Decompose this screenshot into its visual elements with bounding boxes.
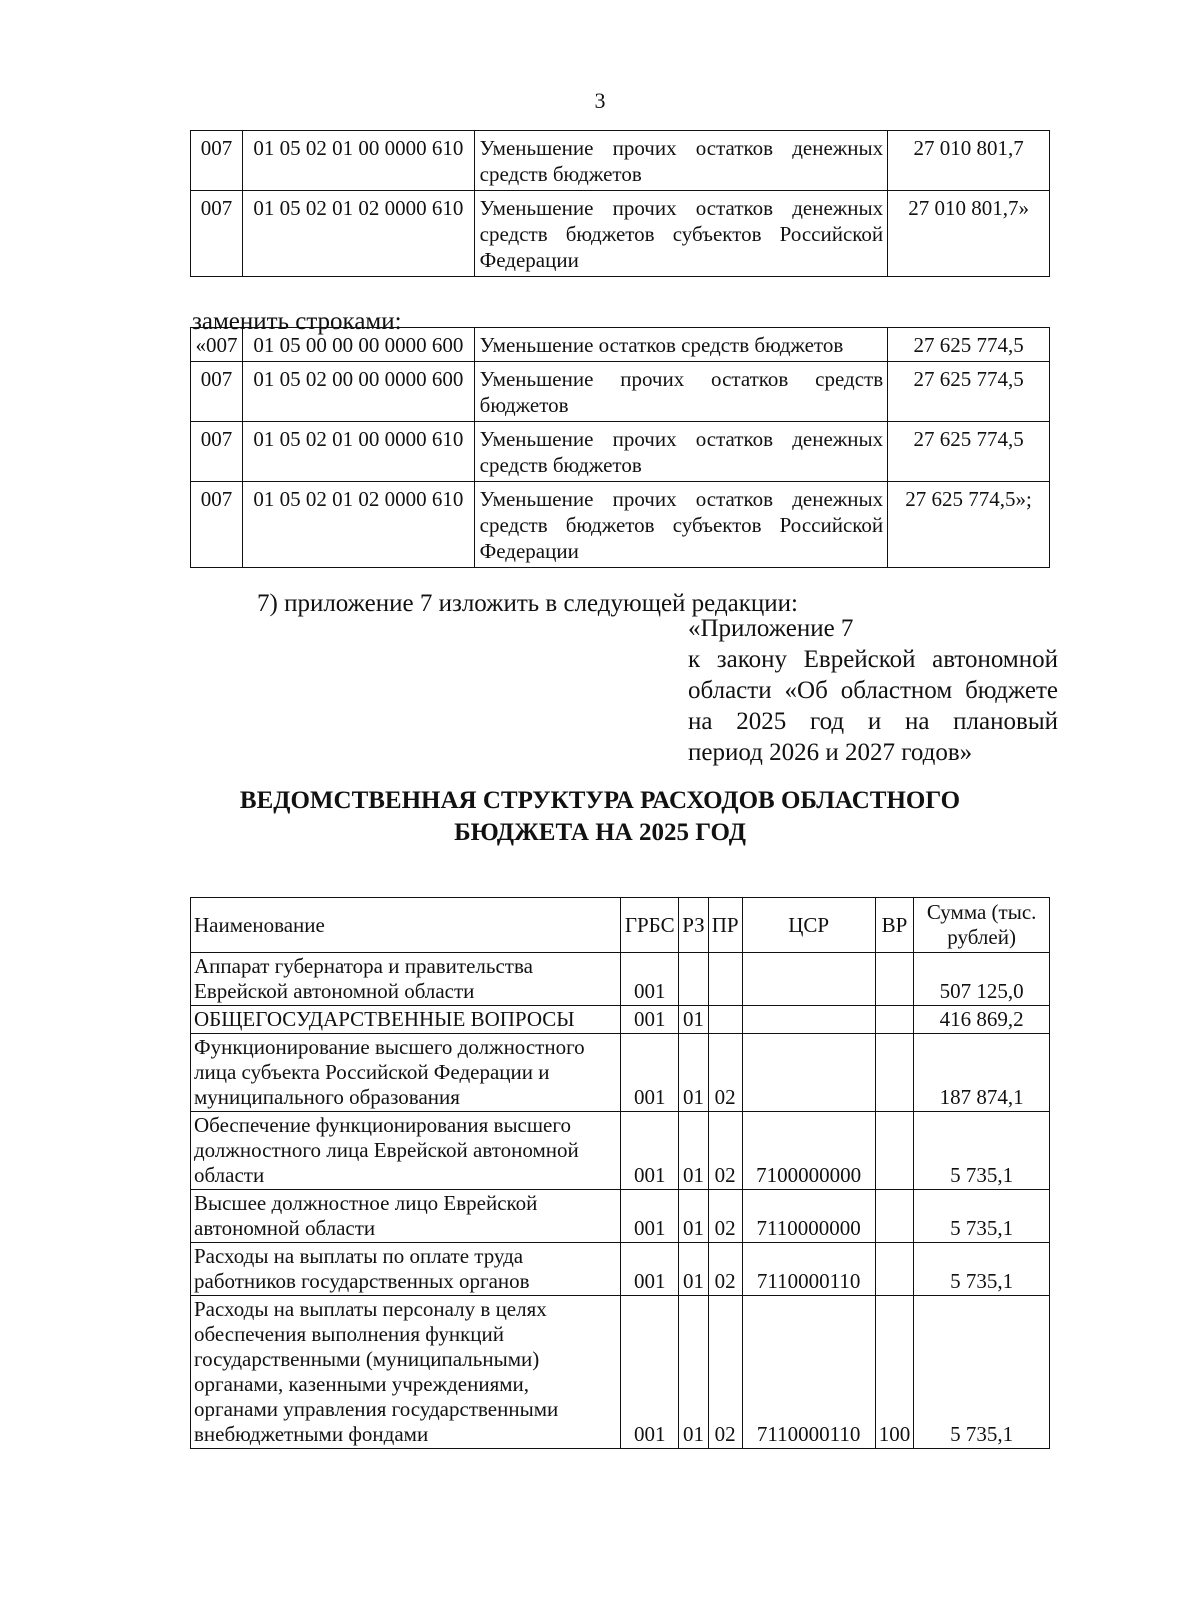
column-header-grbs: ГРБС <box>621 898 679 953</box>
row-pr: 02 <box>708 1034 742 1112</box>
sources-table-replacement <box>190 327 1050 568</box>
row-amount: 27 625 774,5 <box>888 422 1050 482</box>
row-description: Уменьшение прочих остатков денежных средств бюджетов <box>474 422 887 482</box>
budget-code: 01 05 02 00 00 0000 600 <box>242 362 474 422</box>
table-row <box>191 362 1050 422</box>
table-header-row <box>191 898 1050 953</box>
row-vr <box>875 1034 914 1112</box>
row-vr <box>875 1243 914 1296</box>
table-row <box>191 1296 1050 1449</box>
table-row <box>191 1034 1050 1112</box>
row-description: Уменьшение прочих остатков денежных средств бюджетов субъектов Российской Федерации <box>474 482 887 568</box>
admin-code: 007 <box>191 482 243 568</box>
row-rz: 01 <box>679 1243 708 1296</box>
column-header-pr: ПР <box>708 898 742 953</box>
replace-label: заменить строками: <box>192 308 402 335</box>
row-vr <box>875 1112 914 1190</box>
column-header-sum: Сумма (тыс. рублей) <box>914 898 1050 953</box>
appendix-line: на 2025 год и на плановый <box>688 708 1058 735</box>
row-sum: 5 735,1 <box>914 1296 1050 1449</box>
row-pr: 02 <box>708 1112 742 1190</box>
row-description: Уменьшение прочих остатков средств бюджетов <box>474 362 887 422</box>
table-row <box>191 1190 1050 1243</box>
row-csr: 7110000110 <box>742 1243 875 1296</box>
row-description: Уменьшение остатков средств бюджетов <box>474 328 887 362</box>
admin-code: 007 <box>191 191 243 277</box>
row-description: Уменьшение прочих остатков денежных средств бюджетов <box>474 131 888 191</box>
row-sum: 507 125,0 <box>914 953 1050 1006</box>
row-pr: 02 <box>708 1296 742 1449</box>
document-title <box>0 785 1200 849</box>
row-csr <box>742 953 875 1006</box>
row-grbs: 001 <box>621 1296 679 1449</box>
row-amount: 27 010 801,7» <box>888 191 1050 277</box>
row-sum: 187 874,1 <box>914 1034 1050 1112</box>
row-sum: 416 869,2 <box>914 1006 1050 1034</box>
table-row <box>191 422 1050 482</box>
row-amount: 27 625 774,5 <box>888 328 1050 362</box>
row-grbs: 001 <box>621 1112 679 1190</box>
row-name: ОБЩЕГОСУДАРСТВЕННЫЕ ВОПРОСЫ <box>191 1006 621 1034</box>
column-header-vr: ВР <box>875 898 914 953</box>
column-header-name: Наименование <box>191 898 621 953</box>
row-sum: 5 735,1 <box>914 1243 1050 1296</box>
appendix-line: «Приложение 7 <box>688 615 854 642</box>
budget-code: 01 05 02 01 02 0000 610 <box>242 191 474 277</box>
row-pr <box>708 953 742 1006</box>
row-rz: 01 <box>679 1034 708 1112</box>
row-pr: 02 <box>708 1190 742 1243</box>
appendix-line: период 2026 и 2027 годов» <box>688 739 973 766</box>
row-sum: 5 735,1 <box>914 1112 1050 1190</box>
row-vr <box>875 1190 914 1243</box>
row-amount: 27 625 774,5 <box>888 362 1050 422</box>
row-grbs: 001 <box>621 953 679 1006</box>
row-grbs: 001 <box>621 1006 679 1034</box>
row-name: Расходы на выплаты персоналу в целях обеспечения выполнения функций государственными (муниципальными) органами, казенными учреждениями, органами управления государственными внебюджетными фондами <box>191 1296 621 1449</box>
row-description: Уменьшение прочих остатков денежных средств бюджетов субъектов Российской Федерации <box>474 191 888 277</box>
appendix-line: к закону Еврейской автономной <box>688 646 1058 673</box>
budget-code: 01 05 02 01 00 0000 610 <box>242 422 474 482</box>
admin-code: 007 <box>191 362 243 422</box>
budget-code: 01 05 02 01 00 0000 610 <box>242 131 474 191</box>
table-row <box>191 1243 1050 1296</box>
column-header-rz: РЗ <box>679 898 708 953</box>
row-csr: 7100000000 <box>742 1112 875 1190</box>
row-grbs: 001 <box>621 1190 679 1243</box>
row-csr: 7110000000 <box>742 1190 875 1243</box>
row-sum: 5 735,1 <box>914 1190 1050 1243</box>
row-pr: 02 <box>708 1243 742 1296</box>
table-row <box>191 953 1050 1006</box>
row-name: Аппарат губернатора и правительства Еврейской автономной области <box>191 953 621 1006</box>
table-row <box>191 1006 1050 1034</box>
expenditure-structure-table <box>190 897 1050 1449</box>
row-rz: 01 <box>679 1112 708 1190</box>
table-row <box>191 191 1050 277</box>
row-rz: 01 <box>679 1190 708 1243</box>
table-row <box>191 131 1050 191</box>
budget-code: 01 05 02 01 02 0000 610 <box>242 482 474 568</box>
row-rz: 01 <box>679 1296 708 1449</box>
appendix-reference <box>688 613 1058 768</box>
row-vr: 100 <box>875 1296 914 1449</box>
row-name: Обеспечение функционирования высшего должностного лица Еврейской автономной области <box>191 1112 621 1190</box>
budget-code: 01 05 00 00 00 0000 600 <box>242 328 474 362</box>
row-pr <box>708 1006 742 1034</box>
row-csr <box>742 1034 875 1112</box>
row-rz <box>679 953 708 1006</box>
row-grbs: 001 <box>621 1243 679 1296</box>
table-row <box>191 1112 1050 1190</box>
row-grbs: 001 <box>621 1034 679 1112</box>
row-name: Функционирование высшего должностного лица субъекта Российской Федерации и муниципального образования <box>191 1034 621 1112</box>
table-row <box>191 482 1050 568</box>
row-name: Расходы на выплаты по оплате труда работников государственных органов <box>191 1243 621 1296</box>
row-name: Высшее должностное лицо Еврейской автономной области <box>191 1190 621 1243</box>
admin-code: 007 <box>191 422 243 482</box>
paragraph-7: 7) приложение 7 изложить в следующей редакции: <box>257 590 798 617</box>
table-row <box>191 328 1050 362</box>
admin-code: «007 <box>191 328 243 362</box>
row-csr <box>742 1006 875 1034</box>
row-vr <box>875 1006 914 1034</box>
title-line: БЮДЖЕТА НА 2025 ГОД <box>454 819 746 846</box>
row-rz: 01 <box>679 1006 708 1034</box>
admin-code: 007 <box>191 131 243 191</box>
row-amount: 27 010 801,7 <box>888 131 1050 191</box>
appendix-line: области «Об областном бюджете <box>688 677 1058 704</box>
row-csr: 7110000110 <box>742 1296 875 1449</box>
row-amount: 27 625 774,5»; <box>888 482 1050 568</box>
title-line: ВЕДОМСТВЕННАЯ СТРУКТУРА РАСХОДОВ ОБЛАСТНОГО <box>239 787 961 814</box>
row-vr <box>875 953 914 1006</box>
column-header-csr: ЦСР <box>742 898 875 953</box>
page-number: 3 <box>594 88 606 113</box>
sources-table-continued <box>190 130 1050 277</box>
